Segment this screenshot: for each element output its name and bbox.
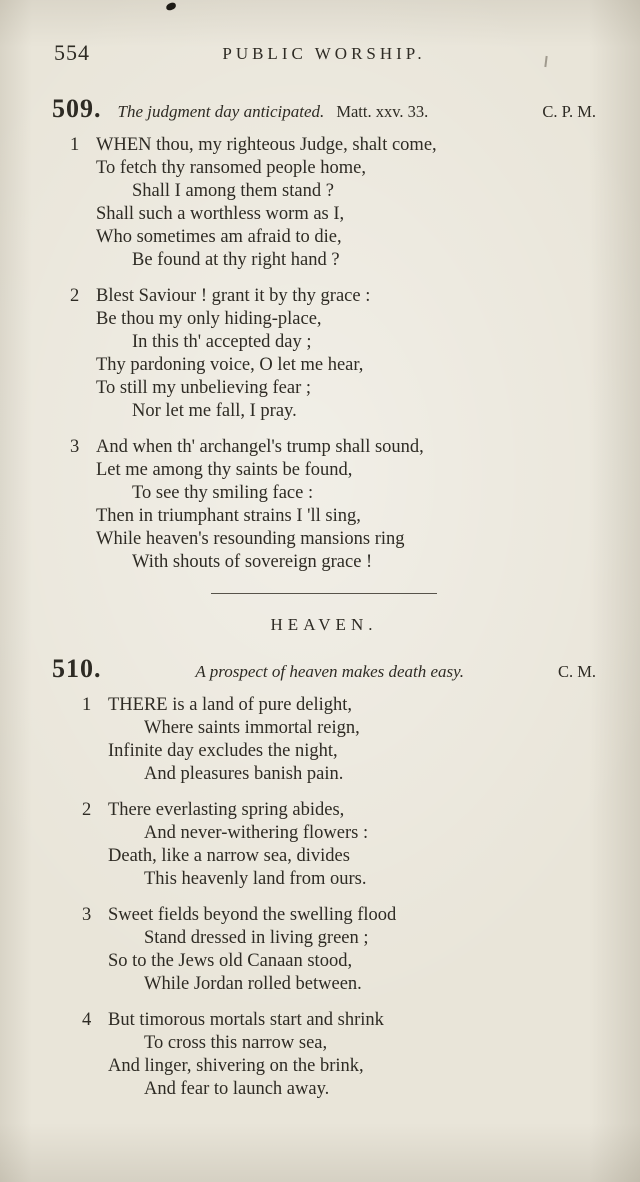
verse-line	[52, 134, 596, 157]
verse-number: 3	[70, 437, 80, 457]
verse-line: This heavenly land from ours.	[144, 869, 367, 889]
verse-line: While Jordan rolled between.	[144, 974, 362, 994]
verse-number: 2	[70, 286, 80, 306]
verse-line: And linger, shivering on the brink,	[108, 1056, 364, 1076]
verse-line: With shouts of sovereign grace !	[132, 552, 373, 572]
verse-line: Let me among thy saints be found,	[96, 460, 353, 480]
hymn-title: The judgment day anticipated.	[117, 102, 325, 121]
verse-line: To fetch thy ransomed people home,	[96, 158, 366, 178]
verse-line	[52, 694, 596, 717]
verse-number: 2	[82, 800, 92, 820]
hymn-meter: C. M.	[557, 662, 596, 681]
page-number: 554	[54, 40, 90, 65]
verse-line: And never-withering flowers :	[144, 823, 369, 843]
verse-line-text: And when th' archangel's trump shall sound,	[96, 437, 424, 457]
verse-line: Thy pardoning voice, O let me hear,	[96, 355, 364, 375]
verse-line	[52, 904, 596, 927]
verse-line: Nor let me fall, I pray.	[132, 401, 297, 421]
verse-line: Then in triumphant strains I 'll sing,	[96, 506, 361, 526]
verse-line	[52, 436, 596, 459]
section-divider	[211, 593, 437, 594]
verse-line-text: WHEN thou, my righteous Judge, shalt come,	[96, 135, 437, 155]
verse-line-text: Blest Saviour ! grant it by thy grace :	[96, 286, 371, 306]
hymn-heading	[52, 94, 596, 124]
verse-line: To see thy smiling face :	[132, 483, 314, 503]
verse-line: And fear to launch away.	[144, 1079, 330, 1099]
verse-line	[52, 285, 596, 308]
verse-line: To still my unbelieving fear ;	[96, 378, 312, 398]
verse	[52, 799, 596, 891]
verse-line	[52, 799, 596, 822]
page-header	[52, 40, 596, 70]
verse-line: Infinite day excludes the night,	[108, 741, 338, 761]
hymn-title: A prospect of heaven makes death easy.	[195, 662, 465, 681]
verse	[52, 904, 596, 996]
hymn-number: 510.	[52, 654, 102, 683]
verse	[52, 436, 596, 574]
verse-number: 3	[82, 905, 92, 925]
verse-line: Stand dressed in living green ;	[144, 928, 369, 948]
verse-line: To cross this narrow sea,	[144, 1033, 328, 1053]
ink-speck-artifact	[165, 2, 176, 11]
verse	[52, 134, 596, 272]
verse-line-text: There everlasting spring abides,	[108, 800, 345, 820]
verse-line: Who sometimes am afraid to die,	[96, 227, 342, 247]
verse-line: Shall I among them stand ?	[132, 181, 334, 201]
verse-line: And pleasures banish pain.	[144, 764, 344, 784]
hymn-meter: C. P. M.	[542, 102, 596, 121]
hymn-509	[52, 94, 596, 574]
verse	[52, 1009, 596, 1101]
verse	[52, 285, 596, 423]
verse-number: 4	[82, 1010, 92, 1030]
hymn-number: 509.	[52, 94, 102, 123]
section-heading: HEAVEN.	[270, 615, 378, 634]
verse-line-text: But timorous mortals start and shrink	[108, 1010, 384, 1030]
verse-line-text: Sweet fields beyond the swelling flood	[108, 905, 397, 925]
hymn-510	[52, 654, 596, 1101]
verse-line	[52, 1009, 596, 1032]
verse-line: Be thou my only hiding-place,	[96, 309, 322, 329]
verse-line: Shall such a worthless worm as I,	[96, 204, 345, 224]
verse-line: Death, like a narrow sea, divides	[108, 846, 350, 866]
verse-number: 1	[82, 695, 92, 715]
verse-line: So to the Jews old Canaan stood,	[108, 951, 353, 971]
hymn-heading	[52, 654, 596, 684]
verse-line: In this th' accepted day ;	[132, 332, 312, 352]
verse	[52, 694, 596, 786]
verse-line: Where saints immortal reign,	[144, 718, 360, 738]
verse-line: Be found at thy right hand ?	[132, 250, 340, 270]
verse-line: While heaven's resounding mansions ring	[96, 529, 405, 549]
verse-number: 1	[70, 135, 80, 155]
running-header: PUBLIC WORSHIP.	[222, 44, 426, 63]
hymn-scripture-reference: Matt. xxv. 33.	[336, 102, 429, 121]
verse-line-text: THERE is a land of pure delight,	[108, 695, 353, 715]
